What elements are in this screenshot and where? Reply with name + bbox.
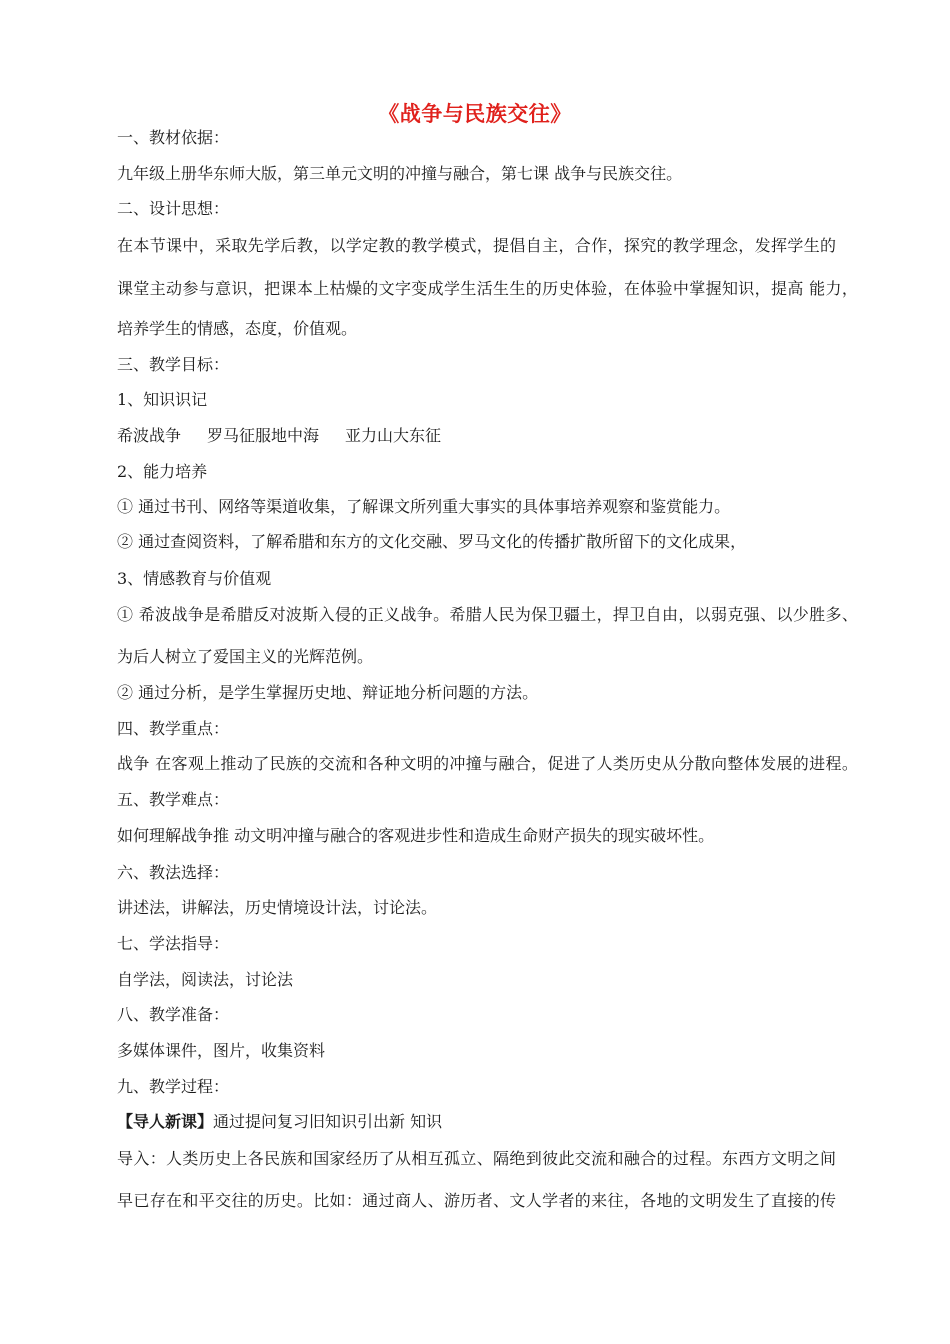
- paragraph-line: ② 通过查阅资料，了解希腊和东方的文化交融、罗马文化的传播扩散所留下的文化成果，: [117, 532, 747, 551]
- paragraph-line: 导入：人类历史上各民族和国家经历了从相互孤立、隔绝到彼此交流和融合的过程。东西方文明之间: [117, 1149, 837, 1168]
- paragraph-line: 如何理解战争推 动文明冲撞与融合的客观进步性和造成生命财产损失的现实破坏性。: [117, 826, 715, 845]
- paragraph-line: 早已存在和平交往的历史。比如：通过商人、游历者、文人学者的来往，各地的文明发生了直接的传: [117, 1191, 837, 1210]
- paragraph-line: 培养学生的情感，态度，价值观。: [117, 319, 358, 338]
- section-heading-1: 一、教材依据：: [117, 128, 230, 147]
- section-heading-5: 五、教学难点：: [117, 790, 230, 809]
- intro-line: [117, 1112, 442, 1132]
- paragraph-line: 在本节课中，采取先学后教，以学定教的教学模式，提倡自主，合作，探究的教学理念，发挥学生的: [117, 236, 837, 255]
- paragraph-line: 讲述法，讲解法，历史情境设计法，讨论法。: [117, 898, 438, 917]
- paragraph-line: ① 希波战争是希腊反对波斯入侵的正义战争。希腊人民为保卫疆土，捍卫自由，以弱克强、以少胜多、: [117, 605, 859, 624]
- section-heading-8: 八、教学准备：: [117, 1005, 230, 1024]
- paragraph-line: 课堂主动参与意识，把课本上枯燥的文字变成学生活生生的历史体验，在体验中掌握知识，提高 能力，: [117, 279, 859, 298]
- section-heading-4: 四、教学重点：: [117, 719, 230, 738]
- section-heading-6: 六、教法选择：: [117, 863, 230, 882]
- paragraph-line: 自学法，阅读法，讨论法: [117, 970, 294, 989]
- section-heading-9: 九、教学过程：: [117, 1077, 230, 1096]
- intro-text: 通过提问复习旧知识引出新 知识: [213, 1112, 443, 1131]
- section-heading-7: 七、学法指导：: [117, 934, 230, 953]
- knowledge-items: [117, 426, 441, 446]
- paragraph-line: ② 通过分析，是学生掌握历史地、辩证地分析问题的方法。: [117, 683, 539, 702]
- section-heading-3: 三、教学目标：: [117, 355, 230, 374]
- subsection-heading: 1、知识识记: [117, 390, 208, 409]
- document-title: 《战争与民族交往》: [378, 101, 572, 126]
- paragraph-line: 为后人树立了爱国主义的光辉范例。: [117, 647, 374, 666]
- paragraph-line: 战争 在客观上推动了民族的交流和各种文明的冲撞与融合，促进了人类历史从分散向整体发展的进程。: [117, 754, 859, 773]
- intro-label: 【导人新课】: [117, 1112, 214, 1131]
- paragraph-line: ① 通过书刊、网络等渠道收集，了解课文所列重大事实的具体事培养观察和鉴赏能力。: [117, 497, 731, 516]
- knowledge-item: 罗马征服地中海: [207, 426, 320, 445]
- knowledge-item: 希波战争: [117, 426, 182, 445]
- knowledge-item: 亚力山大东征: [345, 426, 442, 445]
- paragraph-line: 九年级上册华东师大版，第三单元文明的冲撞与融合，第七课 战争与民族交往。: [117, 164, 683, 183]
- subsection-heading: 2、能力培养: [117, 462, 208, 481]
- subsection-heading: 3、情感教育与价值观: [117, 569, 272, 588]
- paragraph-line: 多媒体课件，图片，收集资料: [117, 1041, 326, 1060]
- section-heading-2: 二、设计思想：: [117, 199, 230, 218]
